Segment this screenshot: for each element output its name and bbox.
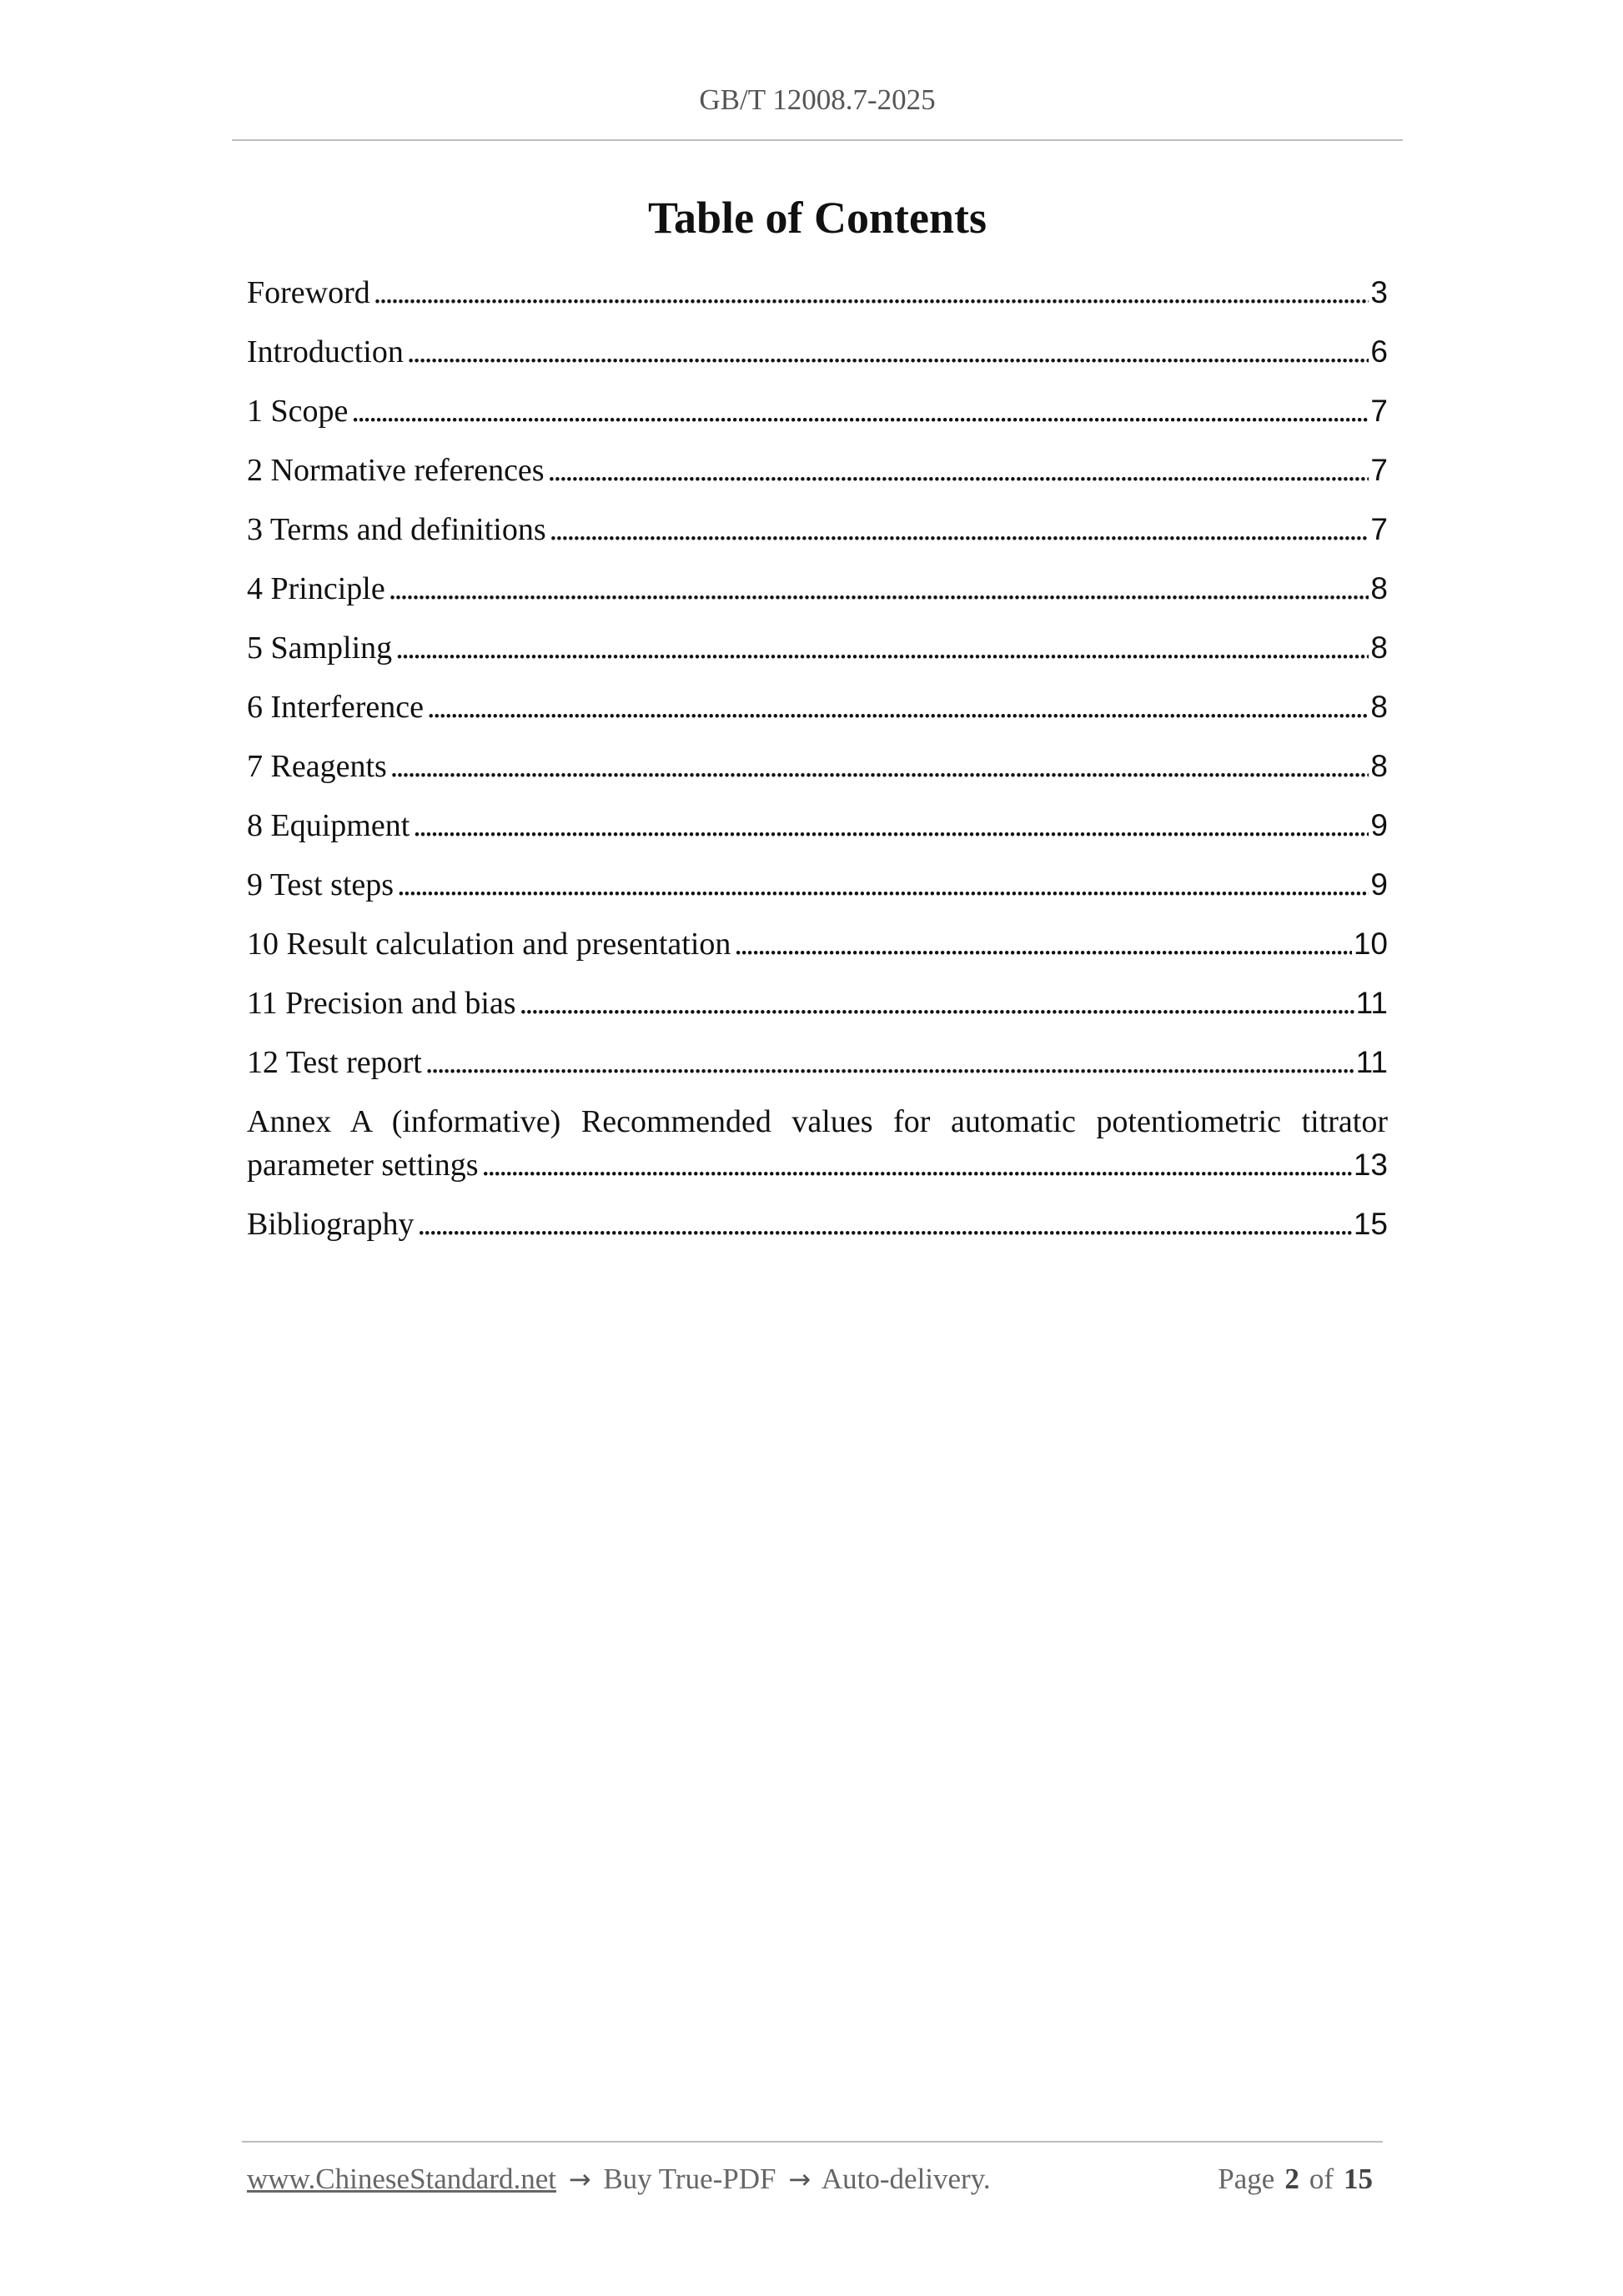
- toc-entry-foreword[interactable]: [247, 271, 1388, 314]
- toc-entry-page: 8: [1370, 631, 1388, 665]
- dot-leader: [425, 1041, 1354, 1084]
- toc-entry-page: 7: [1370, 394, 1388, 428]
- dot-leader: [482, 1143, 1352, 1187]
- toc-entry-label: 11 Precision and bias: [247, 986, 516, 1021]
- toc-entry-principle[interactable]: [247, 567, 1388, 610]
- toc-entry-page: 8: [1370, 690, 1388, 724]
- toc-entry-test-report[interactable]: [247, 1041, 1388, 1084]
- toc-entry-label: 7 Reagents: [247, 749, 387, 784]
- toc-entry-result-calculation[interactable]: [247, 922, 1388, 966]
- total-page-number: 15: [1344, 2163, 1373, 2195]
- toc-entry-page: 13: [1353, 1148, 1388, 1182]
- of-word: of: [1309, 2163, 1334, 2195]
- toc-entry-label: Foreword: [247, 275, 370, 310]
- arrow-right-icon: →: [788, 2163, 812, 2195]
- toc-entry-equipment[interactable]: [247, 804, 1388, 847]
- toc-entry-interference[interactable]: [247, 686, 1388, 729]
- toc-entry-label: 12 Test report: [247, 1045, 422, 1080]
- page-header: [232, 79, 1403, 141]
- document-code: GB/T 12008.7-2025: [699, 83, 936, 116]
- toc-entry-scope[interactable]: [247, 389, 1388, 433]
- dot-leader: [407, 330, 1369, 374]
- dot-leader: [390, 745, 1369, 788]
- toc-entry-page: 3: [1370, 275, 1388, 309]
- dot-leader: [520, 982, 1354, 1025]
- toc-entry-annex-a[interactable]: [247, 1100, 1388, 1187]
- toc-entry-terms-and-definitions[interactable]: [247, 508, 1388, 551]
- toc-entry-label: 8 Equipment: [247, 808, 410, 843]
- toc-entry-page: 6: [1370, 334, 1388, 369]
- toc-entry-normative-references[interactable]: [247, 449, 1388, 492]
- toc-list: [247, 271, 1388, 1262]
- toc-entry-page: 9: [1370, 808, 1388, 842]
- toc-entry-page: 11: [1355, 1045, 1388, 1079]
- toc-entry-page: 8: [1370, 571, 1388, 605]
- page-word: Page: [1218, 2163, 1275, 2195]
- dot-leader: [374, 271, 1369, 314]
- footer-promo: [247, 2163, 991, 2196]
- page-indicator: [1218, 2163, 1373, 2196]
- toc-entry-page: 7: [1370, 453, 1388, 487]
- toc-entry-label-continued: parameter settings: [247, 1148, 479, 1183]
- dot-leader: [427, 686, 1369, 729]
- dot-leader: [395, 626, 1369, 670]
- dot-leader: [548, 449, 1369, 492]
- toc-entry-test-steps[interactable]: [247, 863, 1388, 907]
- toc-entry-label: 10 Result calculation and presentation: [247, 927, 731, 962]
- toc-entry-sampling[interactable]: [247, 626, 1388, 670]
- toc-entry-label: Annex A (informative) Recommended values for automatic potentiometric titrator: [247, 1104, 1388, 1139]
- dot-leader: [397, 863, 1369, 907]
- toc-entry-page: 8: [1370, 749, 1388, 783]
- toc-entry-label: Bibliography: [247, 1207, 415, 1242]
- toc-entry-label: 1 Scope: [247, 394, 349, 429]
- toc-entry-precision-and-bias[interactable]: [247, 982, 1388, 1025]
- toc-entry-reagents[interactable]: [247, 745, 1388, 788]
- arrow-right-icon: →: [568, 2163, 591, 2195]
- website-link[interactable]: www.ChineseStandard.net: [247, 2163, 556, 2195]
- page-footer: [242, 2141, 1383, 2209]
- current-page-number: 2: [1284, 2163, 1299, 2195]
- toc-entry-label: 4 Principle: [247, 571, 385, 606]
- toc-entry-label: Introduction: [247, 334, 404, 369]
- toc-entry-page: 11: [1355, 986, 1388, 1020]
- dot-leader: [550, 508, 1369, 551]
- toc-entry-page: 9: [1370, 867, 1388, 902]
- toc-entry-label: 3 Terms and definitions: [247, 512, 546, 547]
- toc-entry-page: 15: [1353, 1207, 1388, 1241]
- dot-leader: [389, 567, 1369, 610]
- toc-entry-label: 6 Interference: [247, 690, 425, 725]
- toc-entry-label: 5 Sampling: [247, 631, 393, 666]
- toc-entry-page: 10: [1353, 927, 1388, 961]
- delivery-text: Auto-delivery.: [821, 2163, 991, 2195]
- toc-entry-label: 9 Test steps: [247, 867, 394, 902]
- toc-entry-continuation: [247, 1143, 1388, 1187]
- toc-entry-label: 2 Normative references: [247, 453, 545, 488]
- toc-entry-page: 7: [1370, 512, 1388, 546]
- dot-leader: [413, 804, 1369, 847]
- dot-leader: [418, 1203, 1352, 1246]
- buy-text: Buy True-PDF: [603, 2163, 776, 2195]
- toc-title: Table of Contents: [647, 193, 987, 243]
- toc-entry-introduction[interactable]: [247, 330, 1388, 374]
- dot-leader: [734, 922, 1351, 966]
- toc-entry-bibliography[interactable]: [247, 1203, 1388, 1246]
- dot-leader: [351, 389, 1369, 433]
